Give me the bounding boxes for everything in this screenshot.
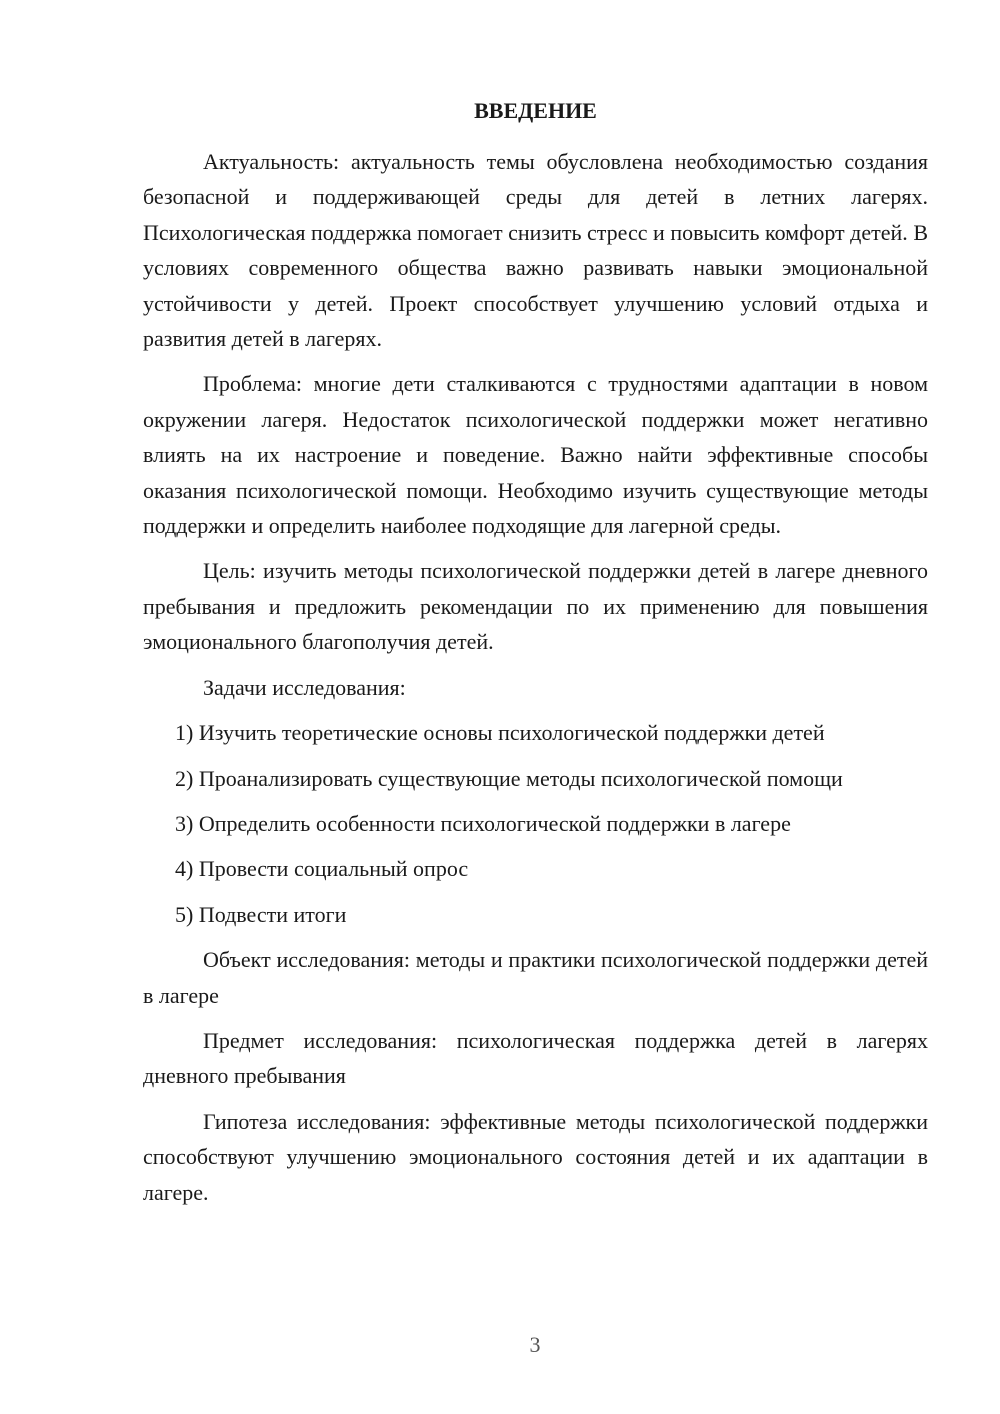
research-object-paragraph: Объект исследования: методы и практики психологической поддержки детей в лагере xyxy=(143,947,928,1008)
task-item: 5) Подвести итоги xyxy=(175,901,347,927)
relevance-paragraph: Актуальность: актуальность темы обусловлена необходимостью создания безопасной и поддерживающей среды для детей в летних лагерях. Психологическая поддержка помогает снизить стресс и повысить комфорт детей. В условиях современного общества важно развивать навыки эмоциональной устойчивости у детей. Проект способствует улучшению условий отдыха и развития детей в лагерях. xyxy=(143,149,928,352)
hypothesis-paragraph: Гипотеза исследования: эффективные методы психологической поддержки способствуют улучшению эмоционального состояния детей и их адаптации в лагере. xyxy=(143,1108,928,1205)
research-subject-paragraph: Предмет исследования: психологическая поддержка детей в лагерях дневного пребывания xyxy=(143,1027,928,1089)
task-item: 1) Изучить теоретические основы психологической поддержки детей xyxy=(175,720,825,746)
page-number: 3 xyxy=(529,1332,541,1357)
section-title: ВВЕДЕНИЕ xyxy=(474,98,597,123)
task-item: 4) Провести социальный опрос xyxy=(175,856,469,882)
problem-paragraph: Проблема: многие дети сталкиваются с трудностями адаптации в новом окружении лагеря. Недостаток психологической поддержки может негативно влиять на их настроение и поведение. Важно найти эффективные способы оказания психологической помощи. Необходимо изучить существующие методы поддержки и определить наиболее подходящие для лагерной среды. xyxy=(143,371,928,539)
task-item: 2) Проанализировать существующие методы психологической помощи xyxy=(175,765,843,791)
tasks-heading: Задачи исследования: xyxy=(203,674,406,700)
task-item: 3) Определить особенности психологической поддержки в лагере xyxy=(175,810,791,836)
goal-paragraph: Цель: изучить методы психологической поддержки детей в лагере дневного пребывания и предложить рекомендации по их применению для повышения эмоционального благополучия детей. xyxy=(143,558,928,655)
page-content xyxy=(143,96,928,1220)
